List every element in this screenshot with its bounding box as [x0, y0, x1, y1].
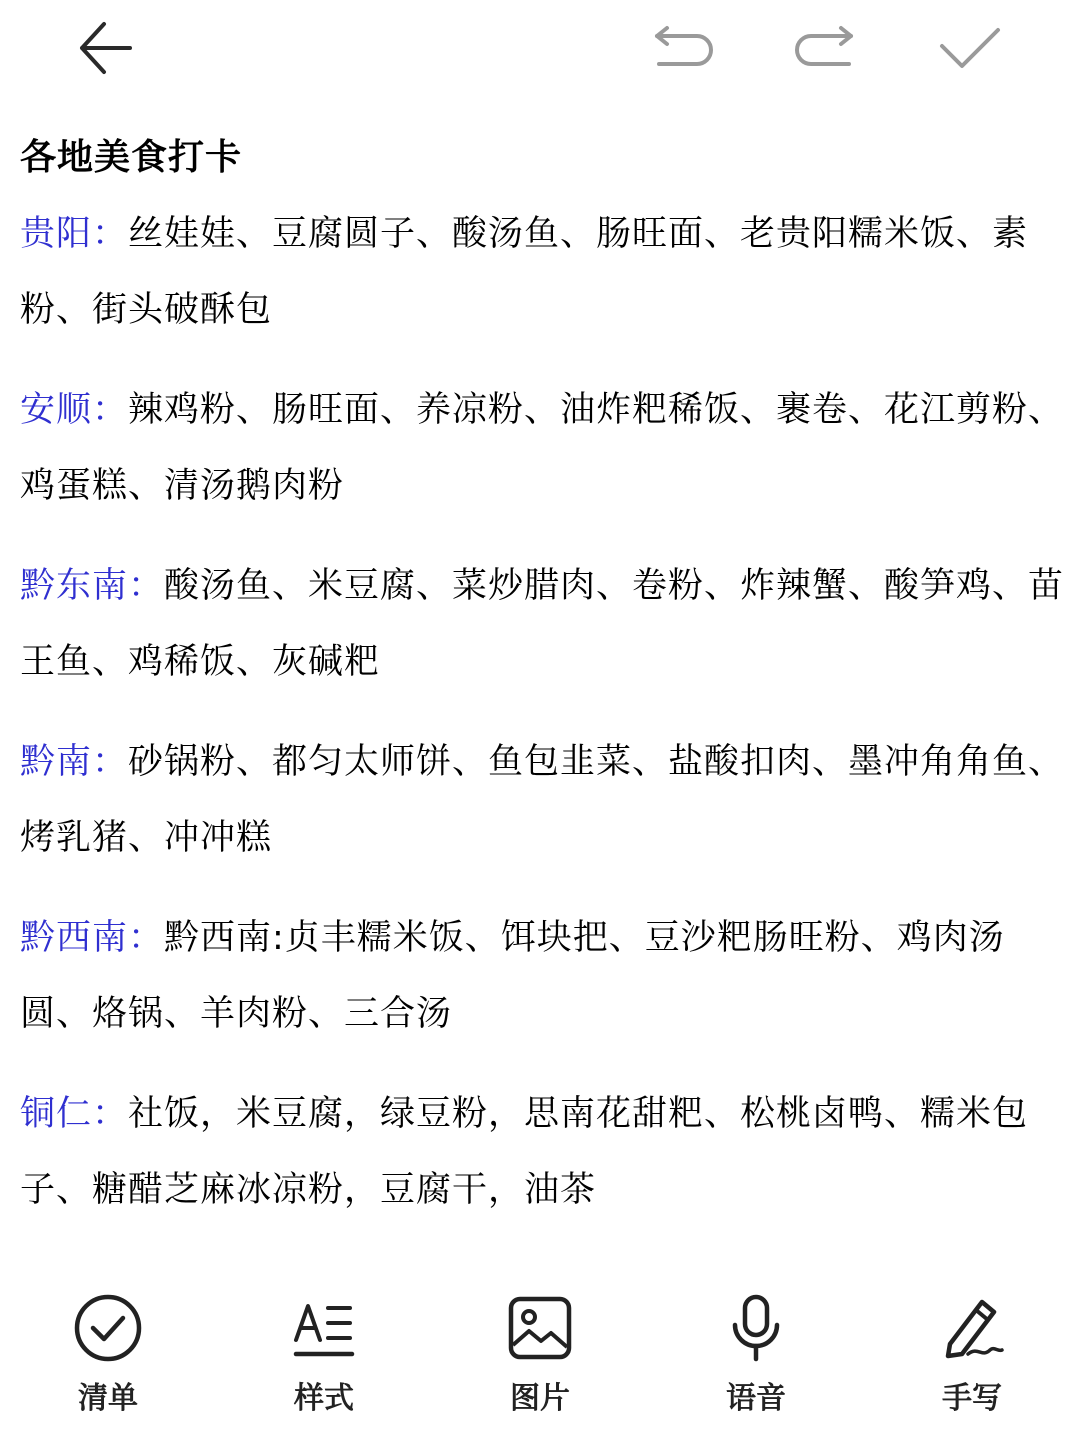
note-editor[interactable]: [20, 130, 1065, 1252]
arrow-left-icon: [74, 16, 138, 80]
bottom-toolbar: [0, 1290, 1080, 1430]
top-toolbar: [0, 0, 1080, 96]
note-entry[interactable]: [20, 900, 1065, 1052]
region-label: 铜仁：: [20, 1094, 129, 1134]
redo-button[interactable]: [790, 12, 862, 84]
redo-icon: [793, 24, 859, 72]
note-title[interactable]: 各地美食打卡: [20, 137, 243, 178]
food-list: 丝娃娃、豆腐圆子、酸汤鱼、肠旺面、老贵阳糯米饭、素粉、街头破酥包: [20, 214, 1029, 330]
pen-icon: [938, 1294, 1006, 1362]
voice-button[interactable]: [686, 1290, 826, 1420]
note-entry[interactable]: [20, 548, 1065, 700]
image-icon: [507, 1295, 573, 1361]
region-label: 安顺：: [20, 390, 129, 430]
region-label: 黔西南：: [20, 918, 165, 958]
food-list: 黔西南:贞丰糯米饭、饵块把、豆沙粑肠旺粉、鸡肉汤圆、烙锅、羊肉粉、三合汤: [20, 918, 1005, 1034]
checklist-button[interactable]: [38, 1290, 178, 1420]
text-style-icon: [292, 1296, 356, 1360]
note-entry[interactable]: [20, 196, 1065, 348]
checklist-label: 清单: [78, 1381, 138, 1416]
food-list: 社饭，米豆腐，绿豆粉，思南花甜粑、松桃卤鸭、糯米包子、糖醋芝麻冰凉粉，豆腐干，油茶: [20, 1094, 1029, 1210]
region-label: 贵阳：: [20, 214, 129, 254]
note-entry[interactable]: [20, 372, 1065, 524]
microphone-icon: [726, 1293, 786, 1363]
food-list: 辣鸡粉、肠旺面、养凉粉、油炸粑稀饭、裹卷、花江剪粉、鸡蛋糕、清汤鹅肉粉: [20, 390, 1065, 506]
note-entry[interactable]: [20, 1076, 1065, 1228]
check-icon: [938, 24, 1002, 72]
image-button[interactable]: [470, 1290, 610, 1420]
voice-label: 语音: [726, 1381, 786, 1416]
image-label: 图片: [510, 1381, 570, 1416]
confirm-button[interactable]: [934, 12, 1006, 84]
back-button[interactable]: [70, 12, 142, 84]
text-style-label: 样式: [294, 1381, 354, 1416]
region-label: 黔南：: [20, 742, 129, 782]
text-style-button[interactable]: [254, 1290, 394, 1420]
handwriting-button[interactable]: [902, 1290, 1042, 1420]
undo-button[interactable]: [646, 12, 718, 84]
region-label: 黔东南：: [20, 566, 165, 606]
handwriting-label: 手写: [942, 1381, 1002, 1416]
checklist-icon: [73, 1293, 143, 1363]
food-list: 酸汤鱼、米豆腐、菜炒腊肉、卷粉、炸辣蟹、酸笋鸡、苗王鱼、鸡稀饭、灰碱粑: [20, 566, 1065, 682]
food-list: 砂锅粉、都匀太师饼、鱼包韭菜、盐酸扣肉、墨冲角角鱼、烤乳猪、冲冲糕: [20, 742, 1065, 858]
undo-icon: [649, 24, 715, 72]
note-entry[interactable]: [20, 724, 1065, 876]
